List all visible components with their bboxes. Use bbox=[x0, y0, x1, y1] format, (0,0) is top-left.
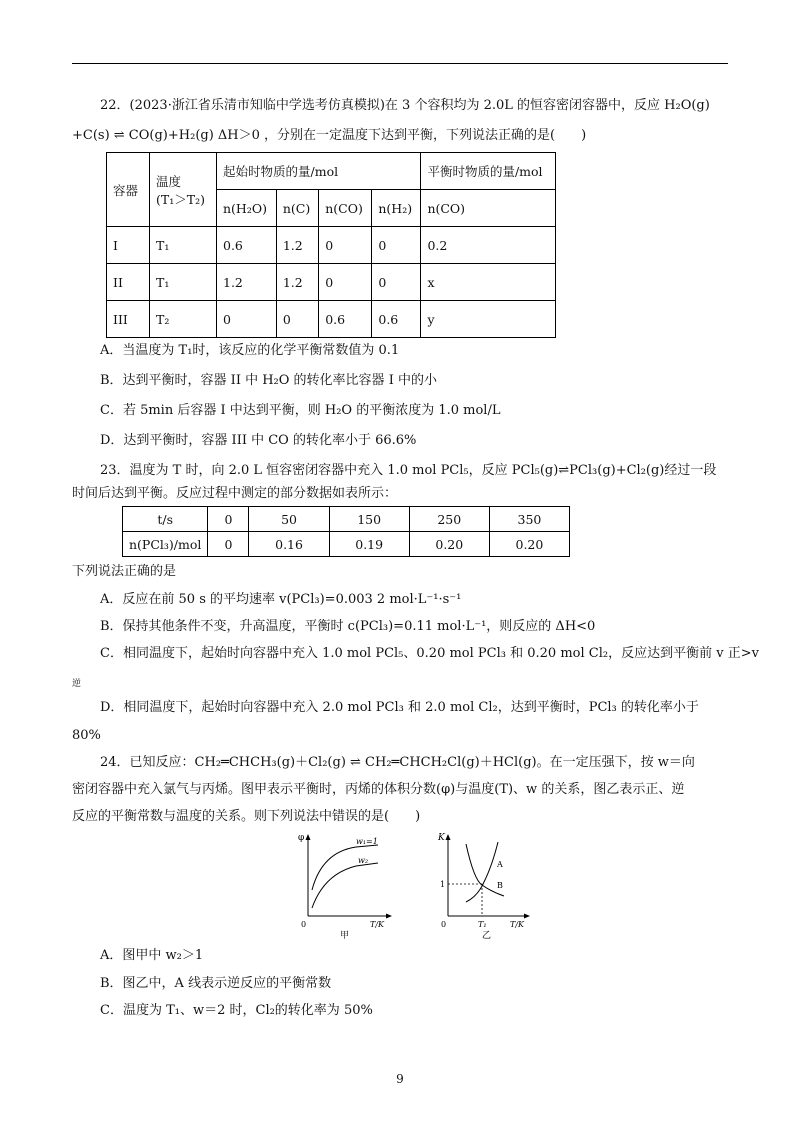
cell: 1.2 bbox=[276, 227, 318, 264]
origin-label: 0 bbox=[441, 920, 447, 929]
q23-option-b: B．保持其他条件不变，升高温度，平衡时 c(PCl₃)=0.11 mol·L⁻¹，则反应的 ΔH<0 bbox=[100, 619, 596, 634]
sub-header: n(C) bbox=[276, 190, 318, 227]
y-axis-label: K bbox=[438, 833, 445, 843]
cell: 0 bbox=[372, 264, 421, 301]
cell: 0 bbox=[208, 532, 249, 557]
origin-label: 0 bbox=[301, 920, 307, 929]
cell: II bbox=[107, 264, 150, 301]
cell: 0.20 bbox=[409, 532, 489, 557]
q22-stem-line2: +C(s) ⇌ CO(g)+H₂(g) ΔH＞0 ，分别在一定温度下达到平衡，下列说法正确的是( ) bbox=[72, 128, 587, 143]
cell: 350 bbox=[489, 507, 569, 532]
q24-option-c: C．温度为 T₁、w＝2 时，Cl₂的转化率为 50% bbox=[100, 1003, 373, 1018]
curve-a-label: A bbox=[497, 860, 503, 869]
q23-option-d: D．相同温度下，起始时向容器中充入 2.0 mol PCl₃ 和 2.0 mol Cl₂，达到平衡时，PCl₃ 的转化率小于 bbox=[100, 700, 699, 715]
q24-stem-line1: 24．已知反应：CH₂═CHCH₃(g)＋Cl₂(g) ⇌ CH₂═CHCH₂Cl(g)＋HCl(g)。在一定压强下，按 w＝向 bbox=[100, 755, 695, 770]
sub-header: n(H₂O) bbox=[217, 190, 277, 227]
cell: 50 bbox=[249, 507, 329, 532]
q23-table bbox=[122, 506, 570, 557]
cell: 0 bbox=[319, 264, 372, 301]
cell: 0 bbox=[217, 301, 277, 338]
cell: 1.2 bbox=[276, 264, 318, 301]
cell: 0 bbox=[319, 227, 372, 264]
cell: 250 bbox=[409, 507, 489, 532]
x-axis-arrow bbox=[386, 914, 392, 919]
header-eq-amount: 平衡时物质的量/mol bbox=[421, 153, 556, 190]
q24-stem-line3: 反应的平衡常数与温度的关系。则下列说法中错误的是( ) bbox=[72, 809, 421, 824]
y-axis-arrow bbox=[306, 834, 311, 840]
y-axis-label: φ bbox=[298, 833, 305, 843]
sub-header: n(CO) bbox=[319, 190, 372, 227]
q22-table bbox=[106, 152, 556, 338]
q23-stem-line2: 时间后达到平衡。反应过程中测定的部分数据如表所示： bbox=[72, 486, 398, 501]
figure-jia bbox=[290, 830, 400, 942]
header-temp-label: 温度 bbox=[156, 173, 182, 189]
y-axis-arrow bbox=[446, 834, 451, 840]
q24-stem-line2: 密闭容器中充入氯气与丙烯。图甲表示平衡时，丙烯的体积分数(φ)与温度(T)、w 的关系，图乙表示正、逆 bbox=[72, 782, 685, 797]
page-number: 9 bbox=[396, 1072, 404, 1086]
header-temperature bbox=[150, 153, 217, 227]
cell: 0.6 bbox=[319, 301, 372, 338]
cell: 0.6 bbox=[372, 301, 421, 338]
figure-caption: 乙 bbox=[482, 931, 492, 941]
q22-option-d: D．达到平衡时，容器 III 中 CO 的转化率小于 66.6% bbox=[100, 433, 417, 448]
q24-option-b: B．图乙中，A 线表示逆反应的平衡常数 bbox=[100, 976, 332, 991]
sub-header: n(H₂) bbox=[372, 190, 421, 227]
cell: 0.6 bbox=[217, 227, 277, 264]
table-row bbox=[107, 264, 556, 301]
cell: y bbox=[421, 301, 556, 338]
curve-b-label: B bbox=[497, 881, 503, 890]
cell: 0.20 bbox=[489, 532, 569, 557]
curve-w1-label: w₁=1 bbox=[356, 837, 378, 846]
table-row bbox=[107, 227, 556, 264]
curve-w2-label: w₂ bbox=[358, 856, 369, 865]
cell: t/s bbox=[123, 507, 208, 532]
table-row bbox=[123, 532, 570, 557]
x-tick-label: T₁ bbox=[478, 920, 487, 929]
q23-option-d-cont: 80% bbox=[72, 728, 101, 743]
cell: III bbox=[107, 301, 150, 338]
curve-w2 bbox=[312, 863, 378, 908]
header-start-amount: 起始时物质的量/mol bbox=[217, 153, 421, 190]
cell: T₁ bbox=[150, 227, 217, 264]
q24-option-a: A．图甲中 w₂＞1 bbox=[100, 948, 204, 963]
y-tick-label: 1 bbox=[440, 880, 446, 889]
cell: 0.19 bbox=[329, 532, 409, 557]
q22-option-c: C．若 5min 后容器 I 中达到平衡，则 H₂O 的平衡浓度为 1.0 mol/L bbox=[100, 403, 501, 418]
q23-option-a: A．反应在前 50 s 的平均速率 v(PCl₃)=0.003 2 mol·L⁻¹·s⁻¹ bbox=[100, 592, 462, 607]
figure-caption: 甲 bbox=[340, 931, 350, 941]
table-row bbox=[123, 507, 570, 532]
cell: 1.2 bbox=[217, 264, 277, 301]
x-axis-arrow bbox=[524, 914, 530, 919]
curve-w1 bbox=[312, 845, 378, 890]
q23-prompt: 下列说法正确的是 bbox=[72, 564, 177, 579]
header-temp-note: (T₁＞T₂) bbox=[156, 191, 205, 207]
q22-option-a: A．当温度为 T₁时，该反应的化学平衡常数值为 0.1 bbox=[100, 343, 400, 358]
q23-option-c-cont: 逆 bbox=[72, 679, 82, 689]
table-row bbox=[107, 301, 556, 338]
q23-option-c: C．相同温度下，起始时向容器中充入 1.0 mol PCl₅、0.20 mol PCl₃ 和 0.20 mol Cl₂，反应达到平衡前 v 正>v bbox=[100, 646, 759, 661]
cell: 0 bbox=[372, 227, 421, 264]
cell: 0.16 bbox=[249, 532, 329, 557]
q22-option-b: B．达到平衡时，容器 II 中 H₂O 的转化率比容器 I 中的小 bbox=[100, 373, 437, 388]
x-axis-label: T/K bbox=[510, 920, 525, 929]
cell: x bbox=[421, 264, 556, 301]
cell: 150 bbox=[329, 507, 409, 532]
x-axis-label: T/K bbox=[370, 920, 385, 929]
q22-stem-line1: 22．(2023·浙江省乐清市知临中学选考仿真模拟)在 3 个容积均为 2.0L 的恒容密闭容器中，反应 H₂O(g) bbox=[100, 98, 710, 113]
cell: T₂ bbox=[150, 301, 217, 338]
cell: I bbox=[107, 227, 150, 264]
sub-header: n(CO) bbox=[421, 190, 556, 227]
header-rule bbox=[72, 63, 728, 64]
cell: n(PCl₃)/mol bbox=[123, 532, 208, 557]
figure-yi bbox=[430, 830, 540, 942]
cell: 0.2 bbox=[421, 227, 556, 264]
cell: T₁ bbox=[150, 264, 217, 301]
q23-stem-line1: 23．温度为 T 时，向 2.0 L 恒容密闭容器中充入 1.0 mol PCl₅，反应 PCl₅(g)⇌PCl₃(g)+Cl₂(g)经过一段 bbox=[100, 463, 717, 478]
cell: 0 bbox=[276, 301, 318, 338]
cell: 0 bbox=[208, 507, 249, 532]
header-container: 容器 bbox=[107, 153, 150, 227]
